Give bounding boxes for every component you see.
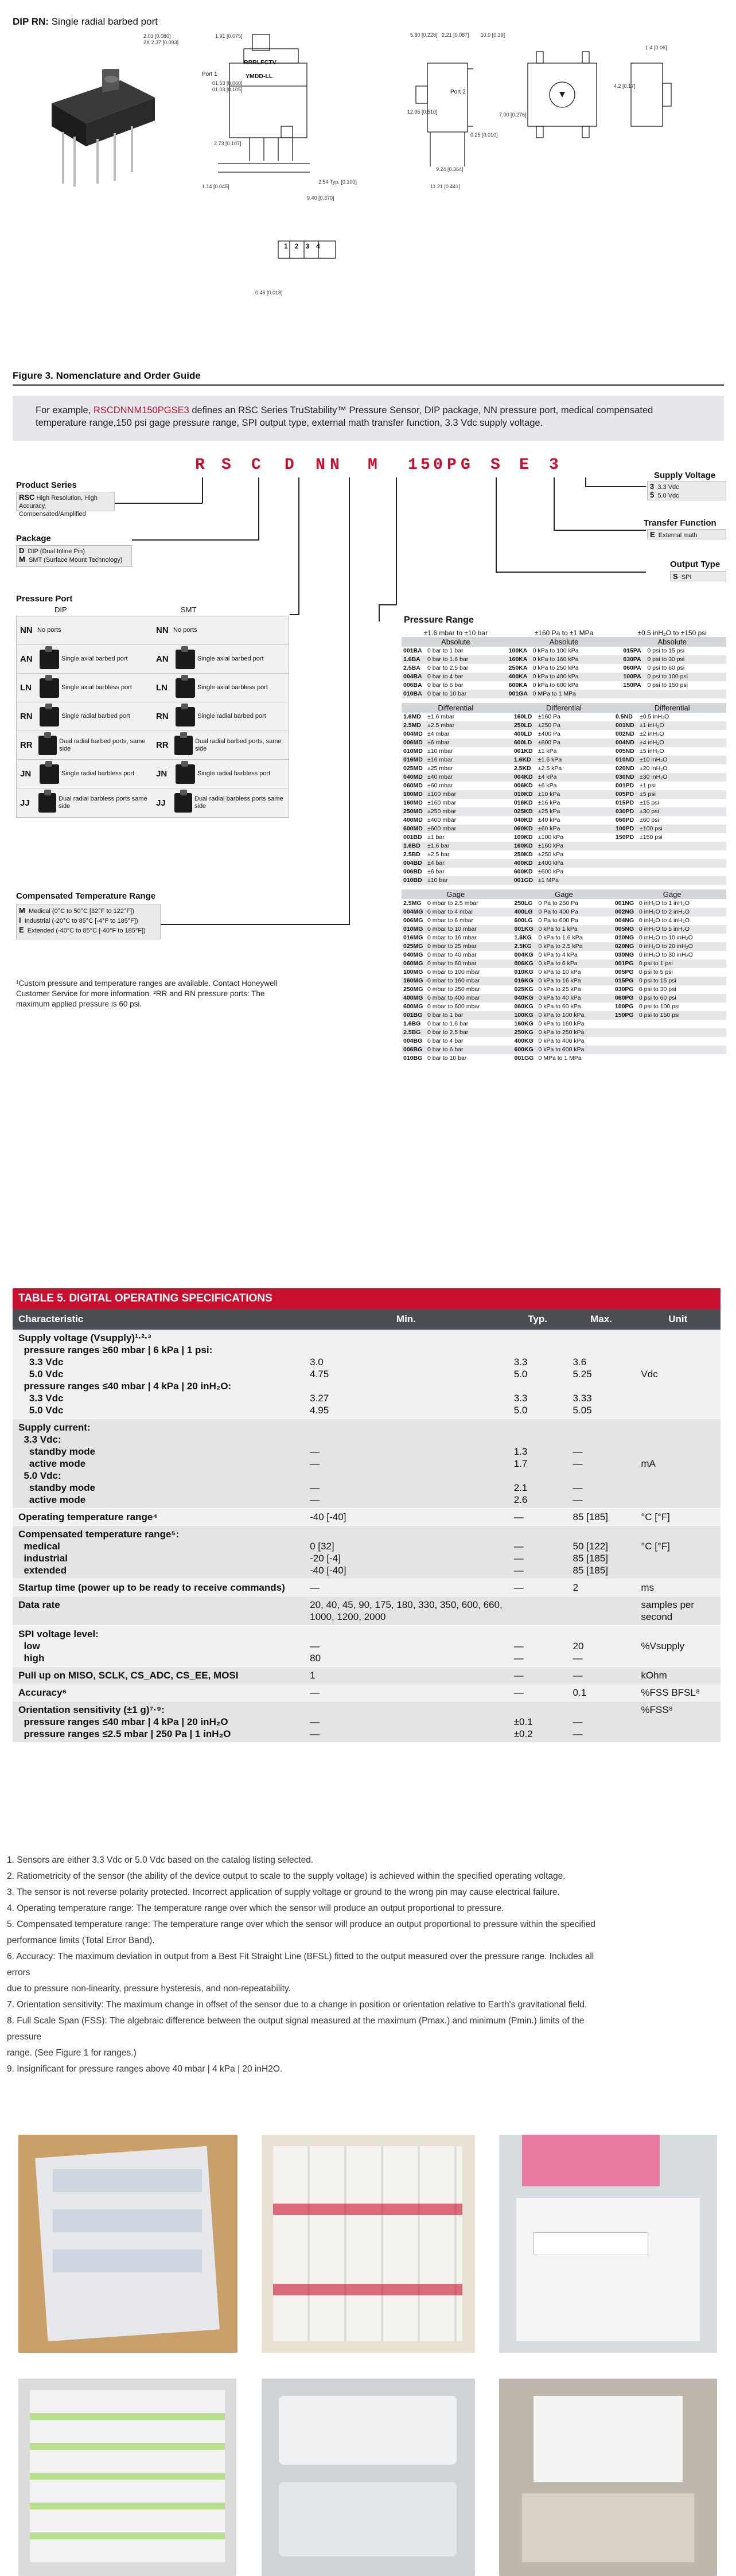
spec-row: Accuracy⁶ — — 0.1 %FSS BFSL⁸ [13,1684,721,1701]
port-row: NN No ports NN No ports [17,616,289,645]
dimension-labels: 5.80 [0.228] 2.21 [0.087] 10.0 [0.39] [410,32,505,38]
connector-line [290,614,299,615]
mark-line-1: RRRLFCTV [244,59,277,66]
product-photo-bags [262,2379,475,2576]
spec-row: Orientation sensitivity (±1 g)⁷·⁹: pressure ranges ≤40 mbar | 4 kPa | 20 inH₂O pressure ranges ≤2.5 mbar | 250 Pa | 1 inH₂O — — ±0.1 ±0.2 — — %FSS⁸ [13,1701,721,1743]
example-code: RSCDNNM150PGSE3 [93,405,189,415]
dim-height-2: 7.00 [0.276] [499,112,527,118]
port1-label: Port 1 [202,71,217,77]
range-row: 2.5MG 0 mbar to 2.5 mbar 250LG 0 Pa to 250 Pa 001NG 0 inH₂O to 1 inH₂O [403,900,690,907]
range-row: 004MD ±4 mbar 400LD ±400 Pa 002ND ±2 inH₂O [403,731,664,737]
connector-line [349,477,350,925]
gage-range-table [402,899,726,1063]
range-row: 600MG 0 mbar to 600 mbar 060KG 0 kPa to 60 kPa 100PG 0 psi to 100 psi [403,1003,680,1010]
range-row: 006MD ±6 mbar 600LD ±600 Pa 004ND ±4 inH₂O [402,739,726,747]
pressure-port-title: Pressure Port [16,594,73,604]
dip-caption: DIP RN: Single radial barbed port [13,16,158,27]
col-unit: Unit [635,1309,721,1330]
footnote-line: due to pressure non-linearity, pressure hysteresis, and non-repeatability. [7,1984,291,1994]
package-title: Package [16,534,51,543]
range-row: 025MG 0 mbar to 25 mbar 2.5KG 0 kPa to 2.5 kPa 020NG 0 inH₂O to 20 inH₂O [402,942,726,951]
dim-left-mid: 01.53 [0.060] 01.03 [0.105] [212,80,243,92]
product-photo-labels [262,2135,475,2353]
spec-row: Operating temperature range⁴ -40 [-40] — 85 [185] °C [°F] [13,1509,721,1526]
transfer-function-title: Transfer Function [644,518,716,528]
connector-line [396,477,397,605]
divider [13,384,724,386]
port2-label: Port 2 [450,89,466,95]
range-row: 2.5MD ±2.5 mbar 250LD ±250 Pa 001ND ±1 inH₂O [402,721,726,730]
range-row: 010BG 0 bar to 10 bar 001GG 0 MPa to 1 MPa [403,1055,582,1062]
range-row: 004BA 0 bar to 4 bar 400KA 0 kPa to 400 kPa 100PA 0 psi to 100 psi [402,673,726,681]
range-row: 1.6BA 0 bar to 1.6 bar 160KA 0 kPa to 160 kPa 030PA 0 psi to 30 psi [402,655,726,664]
range-row: 010BD ±10 bar 001GD ±1 MPa [402,876,726,885]
package-box: D DIP (Dual Inline Pin) M SMT (Surface Mount Technology) [16,545,132,567]
transfer-function-box: E External math [647,529,726,539]
spec-row: Supply current: 3.3 Vdc: standby mode active mode 5.0 Vdc: standby mode active mode — — — — 1.3 1.7 2.1 2.6 — — — — mA [13,1419,721,1509]
dip-front-view-drawing [195,29,384,304]
range-row: 001BG 0 bar to 1 bar 100KG 0 kPa to 100 kPa 150PG 0 psi to 150 psi [402,1011,726,1020]
range-row: 060MD ±60 mbar 006KD ±6 kPa 001PD ±1 psi [403,782,656,789]
range-row: 400MG 0 mbar to 400 mbar 040KG 0 kPa to 40 kPa 060PG 0 psi to 60 psi [402,994,726,1003]
connector-line [115,503,203,504]
spec-row: Supply voltage (Vsupply)¹·²·³ pressure ranges ≥60 mbar | 6 kPa | 1 psi: 3.3 Vdc 5.0 Vdc pressure ranges ≤40 mbar | 4 kPa | 20 inH₂O: 3.3 Vdc 5.0 Vdc 3.0 4.75 3.27 4.95 3.3 5.0 3.3 5.0 3.6 5.25 3.33 5.05 Vdc [13,1330,721,1419]
footnotes [7,1852,730,2077]
temp-range-box: M Medical (0°C to 50°C [32°F to 122°F]) I Industrial (-20°C to 85°C [-4°F to 185°F]) E Extended (-40°C to 85°C [-40°F to 185°F]) [16,904,161,939]
range-row: 060MG 0 mbar to 60 mbar 006KG 0 kPa to 6 kPa 001PG 0 psi to 1 psi [402,959,726,968]
footnote-line: 7. Orientation sensitivity: The maximum change in offset of the sensor due to a change in position or orientation relative to Earth's gravitational field. [7,2000,587,2010]
gage-captions: Gage Gage Gage [402,889,726,899]
port-icon [40,650,59,669]
connector-line [496,572,646,573]
range-row: 100MG 0 mbar to 100 mbar 010KG 0 kPa to 10 kPa 005PG 0 psi to 5 psi [403,969,673,976]
footnote-line: 2. Ratiometricity of the sensor (the ability of the device output to scale to the supply voltage) is achieved within the specified operating voltage. [7,1871,566,1881]
port-icon [176,650,195,669]
range-row: 010MG 0 mbar to 10 mbar 001KG 0 kPa to 1 kPa 005NG 0 inH₂O to 5 inH₂O [402,925,726,934]
footnote-line: pressure [7,2032,42,2042]
spec-row: Data rate 20, 40, 45, 90, 175, 180, 330, 350, 600, 660, 1000, 1200, 2000 samples per second [13,1596,721,1626]
port-row: JJ Dual radial barbless ports same side JJ Dual radial barbless ports same side [17,788,289,817]
abs-captions: Absolute Absolute Absolute [402,637,726,647]
range-row: 001BD ±1 bar 100KD ±100 kPa 150PD ±150 psi [403,834,663,841]
col-characteristic: Characteristic [13,1309,304,1330]
product-series-box: RSC High Resolution, High Accuracy, Compensated/Amplified [16,492,115,511]
output-type-box: S SPI [670,571,726,581]
supply-voltage-box: 3 3.3 Vdc 5 5.0 Vdc [647,481,726,500]
product-photo-packs [499,2135,717,2353]
range-row: 004MG 0 mbar to 4 mbar 400LG 0 Pa to 400 Pa 002NG 0 inH₂O to 2 inH₂O [402,908,726,916]
dip-col-label: DIP [54,605,67,614]
example-note: For example, RSCDNNM150PGSE3 defines an RSC Series TruStability™ Pressure Sensor, DIP package, NN pressure port, medical compensated temperature range,150 psi gage pressure range, SPI output type, external math transfer function, 3.3 Vdc supply voltage. [13,396,724,441]
port-icon [176,707,195,726]
sensor-3d-illustration [40,69,161,189]
range-row: 1.6MD ±1.6 mbar 160LD ±160 Pa 0.5ND ±0.5 inH₂O [403,713,669,720]
range-row: 400MD ±400 mbar 040KD ±40 kPa 060PD ±60 psi [403,817,659,823]
range-row: 040MG 0 mbar to 40 mbar 004KG 0 kPa to 4 kPa 030NG 0 inH₂O to 30 inH₂O [403,951,693,958]
range-row: 004BD ±4 bar 400KD ±400 kPa [402,859,726,868]
dim-top: 1.91 [0.075] [215,33,243,39]
footnote-line: 1. Sensors are either 3.3 Vdc or 5.0 Vdc based on the catalog listing selected. [7,1855,314,1865]
pressure-range-title: Pressure Range [404,615,474,625]
product-photo-green-labels [18,2379,236,2576]
footnote-line: 5. Compensated temperature range: The temperature range over which the sensor will produce an output proportional to pressure within the specified [7,1920,595,1929]
connector-line [258,477,259,541]
footnote-line: errors [7,1968,30,1977]
dim-overall: 11.21 [0.441] [430,184,460,189]
range-headers: ±1.6 mbar to ±10 bar ±160 Pa to ±1 MPa ±0.5 inH₂O to ±150 psi [423,629,707,637]
dim-width: 9.24 [0.364] [436,166,464,172]
footnote-line: 8. Full Scale Span (FSS): The algebraic difference between the output signal measured at the maximum (Pmax.) and minimum (Pmin.) limits of the [7,2016,585,2026]
range-row: 2.5BD ±2.5 bar 250KD ±250 kPa [403,851,564,858]
dim-left-low: 2.73 [0.107] [214,141,242,146]
dim-port: 4.2 [0.17] [614,83,636,89]
absolute-range-table [402,647,726,698]
dim-left-top: 2.03 [0.080] 2X 2.37 [0.093] [143,33,179,45]
dim-pitch: 2.54 Typ. [0.100] [318,179,357,185]
spec-row: Pull up on MISO, SCLK, CS_ADC, CS_EE, MOSI 1 — — kOhm [13,1667,721,1684]
connector-line [132,539,259,541]
port-row: RN Single radial barbed port RN Single radial barbed port [17,702,289,731]
fig3-footnote: ¹Custom pressure and temperature ranges are available. Contact Honeywell Customer Service for more information. ²RR and RN pressure ports: The maximum applied pressure is 60 psi. [16,979,278,1008]
port-icon [38,736,57,755]
connector-line [298,477,299,615]
range-row: 250MG 0 mbar to 250 mbar 025KG 0 kPa to 25 kPa 030PG 0 psi to 30 psi [403,986,676,993]
range-row: 250MD ±250 mbar 025KD ±25 kPa 030PD ±30 psi [402,807,726,816]
port-icon [174,736,193,755]
col-min: Min. [304,1309,508,1330]
connector-line [585,477,586,487]
range-row: 2.5BA 0 bar to 2.5 bar 250KA 0 kPa to 250 kPa 060PA 0 psi to 60 psi [403,665,685,671]
range-row: 010BA 0 bar to 10 bar 001GA 0 MPa to 1 MPa [402,690,726,698]
dim-lead: 0.46 [0.018] [255,290,283,296]
smt-col-label: SMT [181,605,197,614]
footnote-line: 6. Accuracy: The maximum deviation in output from a Best Fit Straight Line (BFSL) fitted to the output measured over the pressure range. Includes all [7,1952,594,1961]
port-row: RR Dual radial barbed ports, same side RR Dual radial barbed ports, same side [17,731,289,760]
range-row: 160MG 0 mbar to 160 mbar 016KG 0 kPa to 16 kPa 015PG 0 psi to 15 psi [402,977,726,985]
range-row: 1.6BD ±1.6 bar 160KD ±160 kPa [402,842,726,850]
range-row: 006BD ±6 bar 600KD ±600 kPa [403,868,564,875]
range-row: 600MD ±600 mbar 060KD ±60 kPa 100PD ±100 psi [402,825,726,833]
product-photo-boxes [18,2135,237,2353]
output-type-title: Output Type [670,560,721,569]
footnote-line: 4. Operating temperature range: The temperature range over which the sensor will produce an output proportional to pressure. [7,1903,504,1913]
range-row: 100MD ±100 mbar 010KD ±10 kPa 005PD ±5 psi [402,790,726,799]
port-icon [176,678,195,698]
range-row: 010MD ±10 mbar 001KD ±1 kPa 005ND ±5 inH₂O [403,748,664,755]
connector-line [379,604,380,621]
port-icon [40,707,59,726]
range-row: 2.5BG 0 bar to 2.5 bar 250KG 0 kPa to 250 kPa [402,1028,726,1037]
dim-thin: 0.25 [0.010] [470,132,498,138]
range-row: 001BA 0 bar to 1 bar 100KA 0 kPa to 100 kPa 015PA 0 psi to 15 psi [403,647,685,654]
temp-range-title: Compensated Temperature Range [16,891,156,901]
supply-voltage-title: Supply Voltage [654,471,716,480]
range-row: 040MD ±40 mbar 004KD ±4 kPa 030ND ±30 inH₂O [402,773,726,782]
range-row: 160MD ±160 mbar 016KD ±16 kPa 015PD ±15 psi [403,799,659,806]
port-icon [176,764,195,784]
dim-body: 9.40 [0.370] [307,195,334,201]
footnote-line: performance limits (Total Error Band). [7,1936,155,1945]
product-series-title: Product Series [16,480,77,490]
range-row: 016MD ±16 mbar 1.6KD ±1.6 kPa 010ND ±10 inH₂O [402,756,726,764]
product-photo-sensors [499,2379,717,2576]
pressure-port-table [16,616,289,818]
connector-line [202,477,203,503]
figure3-title: Figure 3. Nomenclature and Order Guide [13,370,201,381]
pressure-range-table [402,615,726,1063]
range-row: 016MG 0 mbar to 16 mbar 1.6KG 0 kPa to 1.6 kPa 010NG 0 inH₂O to 10 inH₂O [403,934,693,941]
port-icon [38,793,56,813]
range-row: 006BA 0 bar to 6 bar 600KA 0 kPa to 600 kPa 150PA 0 psi to 150 psi [403,682,688,689]
spec-row: SPI voltage level: low high — 80 — — 20 — %Vsupply [13,1626,721,1667]
pin-numbers: 1 2 3 4 [284,242,320,250]
connector-line [161,924,349,925]
connector-line [554,477,555,530]
port-icon [40,764,59,784]
diff-captions: Differential Differential Differential [402,703,726,713]
port-icon [40,678,59,698]
port-row: JN Single radial barbless port JN Single radial barbless port [17,760,289,788]
table5-title: TABLE 5. DIGITAL OPERATING SPECIFICATIONS [13,1288,721,1309]
dim-right: 1.4 [0.06] [645,45,667,50]
port-row: AN Single axial barbed port AN Single axial barbed port [17,645,289,674]
mark-line-2: YMDD-LL [246,73,273,80]
port-row: LN Single axial barbless port LN Single axial barbless port [17,674,289,702]
digital-spec-table [13,1309,721,1743]
part-number: R S C D N N M 1 5 0 P G S E 3 [195,456,560,474]
footnote-line: 3. The sensor is not reverse polarity protected. Incorrect application of supply voltage or ground to the wrong pin may cause electrical failure. [7,1887,560,1897]
range-row: 025MD ±25 mbar 2.5KD ±2.5 kPa 020ND ±20 inH₂O [403,765,668,772]
differential-range-table [402,713,726,885]
connector-line [585,486,646,487]
range-row: 006MG 0 mbar to 6 mbar 600LG 0 Pa to 600 Pa 004NG 0 inH₂O to 4 inH₂O [403,917,690,924]
dim-height: 12.95 [0.510] [407,109,438,115]
range-row: 1.6BG 0 bar to 1.6 bar 160KG 0 kPa to 160 kPa [403,1020,585,1027]
port-icon [174,793,192,813]
spec-row: Startup time (power up to be ready to receive commands) — — 2 ms [13,1579,721,1596]
footnote-line: 9. Insignificant for pressure ranges above 40 mbar | 4 kPa | 20 inH2O. [7,2064,283,2074]
connector-line [554,530,646,531]
col-max: Max. [567,1309,636,1330]
connector-line [496,477,497,572]
col-typ: Typ. [508,1309,567,1330]
connector-line [379,604,396,605]
range-row: 004BG 0 bar to 4 bar 400KG 0 kPa to 400 kPa [403,1038,585,1044]
range-row: 006BG 0 bar to 6 bar 600KG 0 kPa to 600 kPa [402,1046,726,1054]
dim-pin: 1.14 [0.045] [202,184,229,189]
spec-row: Compensated temperature range⁵: medical industrial extended 0 [32] -20 [-4] -40 [-40] — — — 50 [122] 85 [185] 85 [185] °C [°F] [13,1526,721,1579]
footnote-line: range. (See Figure 1 for ranges.) [7,2048,137,2058]
